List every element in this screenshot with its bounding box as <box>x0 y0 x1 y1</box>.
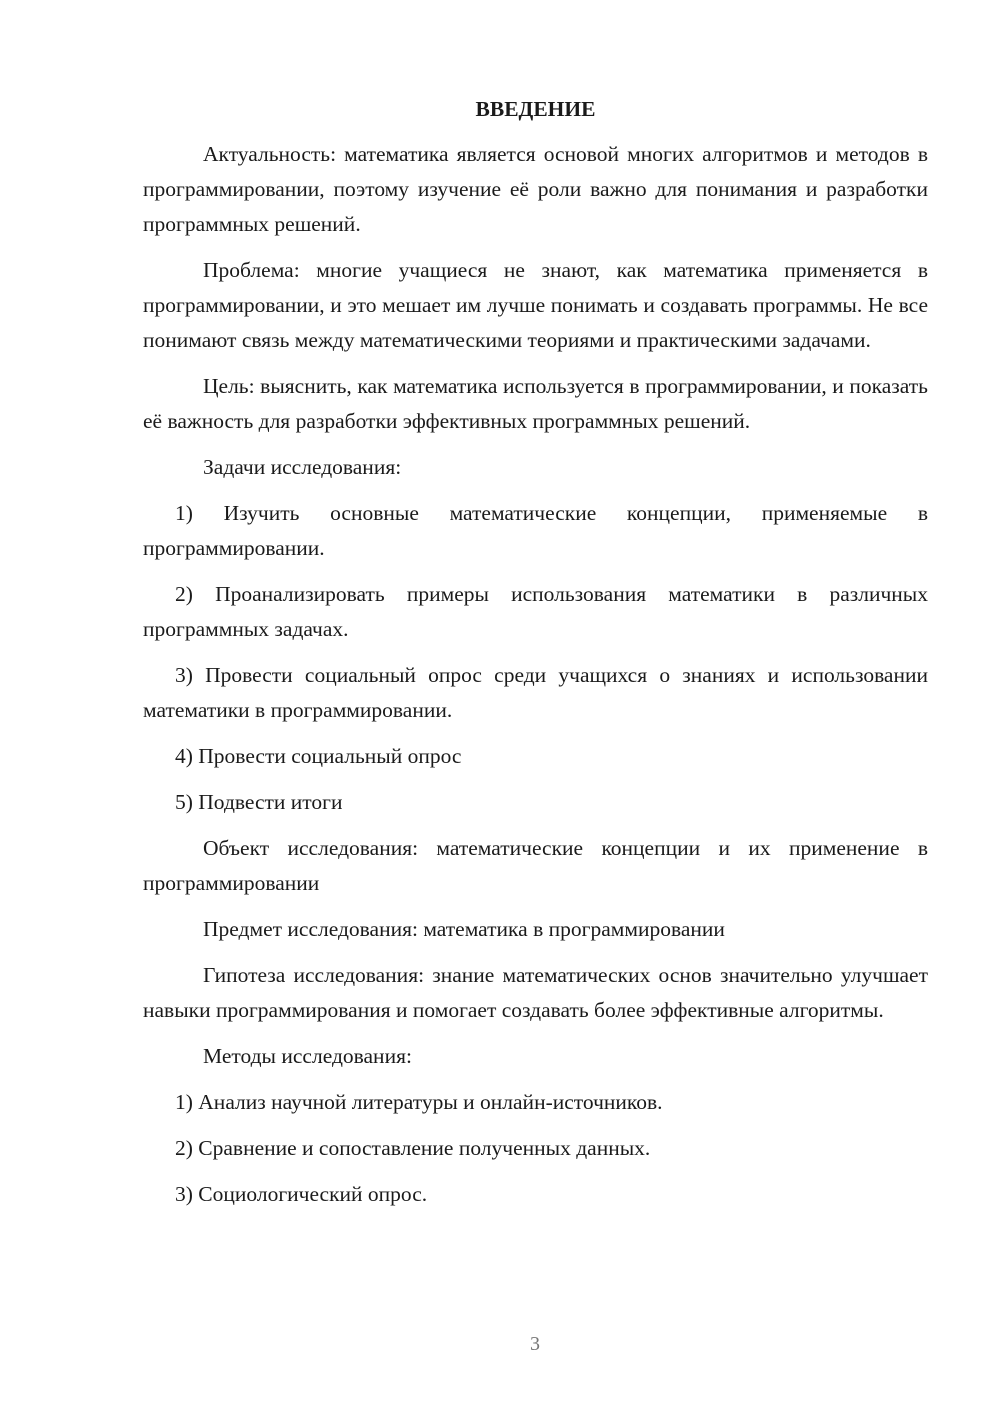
page-number: 3 <box>530 1333 540 1355</box>
problem-paragraph: Проблема: многие учащиеся не знают, как математика применяется в программировании, и это мешает им лучше понимать и создавать программы. Не все понимают связь между математическими теориями и практическими задачами. <box>143 258 928 352</box>
method-item-3: 3) Социологический опрос. <box>175 1182 428 1206</box>
method-item-2: 2) Сравнение и сопоставление полученных данных. <box>175 1136 651 1160</box>
hypothesis-paragraph: Гипотеза исследования: знание математических основ значительно улучшает навыки программирования и помогает создавать более эффективные алгоритмы. <box>143 963 928 1022</box>
task-item-3: 3) Провести социальный опрос среди учащихся о знаниях и использовании математики в программировании. <box>143 663 928 722</box>
task-item-4: 4) Провести социальный опрос <box>175 744 462 768</box>
subject-paragraph: Предмет исследования: математика в программировании <box>203 917 725 941</box>
goal-paragraph: Цель: выяснить, как математика используется в программировании, и показать её важность для разработки эффективных программных решений. <box>143 374 928 433</box>
task-item-2: 2) Проанализировать примеры использования математики в различных программных задачах. <box>143 582 928 641</box>
methods-heading: Методы исследования: <box>203 1044 412 1068</box>
tasks-heading: Задачи исследования: <box>203 455 402 479</box>
page-title: ВВЕДЕНИЕ <box>475 97 596 121</box>
method-item-1: 1) Анализ научной литературы и онлайн-источников. <box>175 1090 663 1114</box>
document-page <box>143 92 928 1223</box>
task-item-5: 5) Подвести итоги <box>175 790 343 814</box>
object-paragraph: Объект исследования: математические концепции и их применение в программировании <box>143 836 928 895</box>
relevance-paragraph: Актуальность: математика является основой многих алгоритмов и методов в программировании, поэтому изучение её роли важно для понимания и разработки программных решений. <box>143 142 928 236</box>
task-item-1: 1) Изучить основные математические концепции, применяемые в программировании. <box>143 501 928 560</box>
